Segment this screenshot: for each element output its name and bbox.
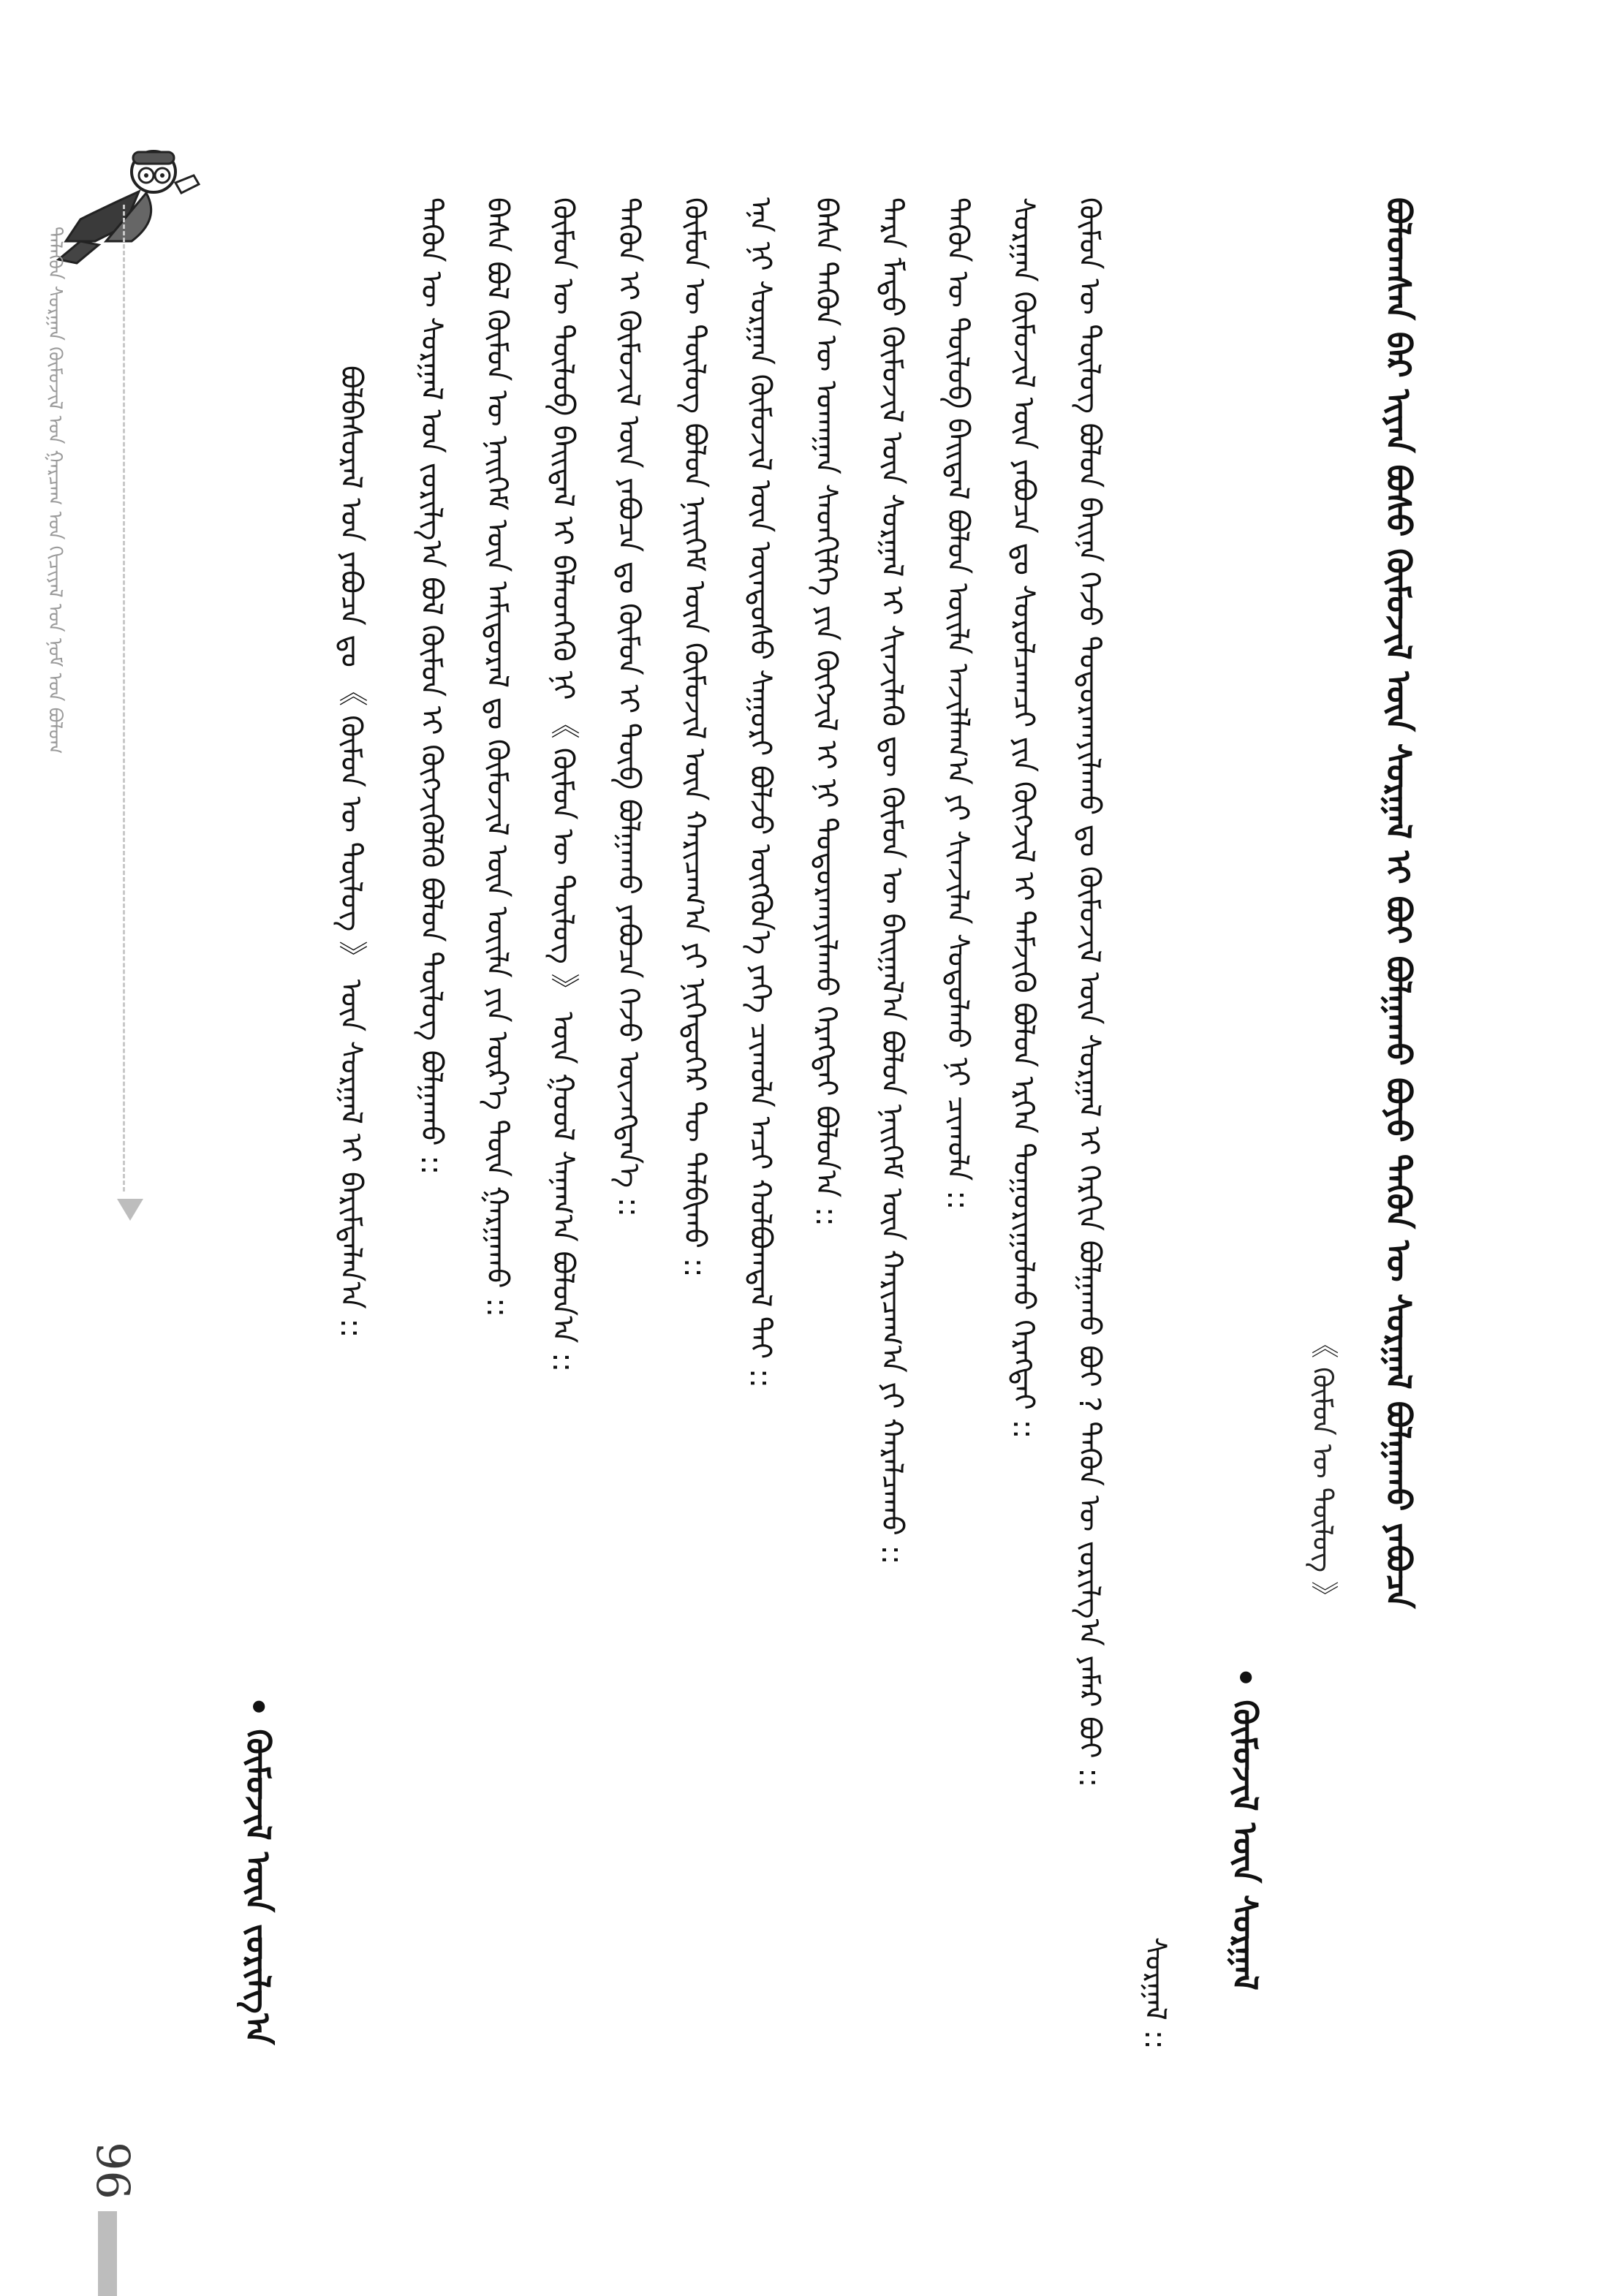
page-number: 96: [88, 2142, 141, 2200]
book-title-quote: 《 ᠬᠦᠮᠦᠨ ᠦ ᠲᠦᠯᠦᠭ 》: [1306, 1330, 1339, 1610]
subheading-bullet: • ᠬᠦᠮᠦᠵᠢᠯ ᠦᠨ ᠵᠣᠷᠢᠯᠭ᠎ᠠ: [238, 1696, 278, 2045]
running-header: ᠲᠡᠯᠡᠭᠦᠨ ᠰᠤᠷᠭᠠᠨ ᠬᠦᠮᠦᠵᠢᠯ ᠤᠨ ᠭᠠᠷᠴᠠᠭ ᠤᠨ ᠬᠢᠴᠢᠶᠡᠯ ᠤᠨ ᠨᠣᠮ ᠤᠨ ᠪᠤᠯᠤᠭ: [44, 227, 66, 754]
page-edge-tab: [98, 2211, 117, 2296]
paragraph-line: ᠲᠡᠭᠦᠨ ᠦ ᠰᠤᠷᠭᠠᠯ ᠤᠨ ᠵᠣᠷᠢᠯᠭ᠎ᠠ ᠪᠣᠯ ᠬᠦᠮᠦᠨ ᠢ ᠬᠥᠭᠵᠢᠭᠦᠯᠬᠦ ᠪᠣᠯᠤᠨ ᠲᠦᠯᠦᠭ ᠪᠣᠯᠭᠠᠬᠤ ::: [415, 197, 448, 1175]
paragraph-line: ᠰᠤᠷᠭᠠᠯ ::: [1138, 1937, 1172, 2050]
paragraph-line: ᠬᠦᠮᠦᠨ ᠦ ᠲᠦᠯᠦᠭ ᠪᠣᠯᠤᠨ ᠨᠡᠢᠭᠡᠮ ᠦᠨ ᠬᠦᠮᠦᠵᠢᠯ ᠦᠨ ᠬᠠᠷᠢᠴᠠᠭ᠎ᠠ ᠶᠢ ᠨᠢᠭᠡᠳᠦᠭᠡᠷ ᠲᠦ ᠲᠠᠯᠪᠢᠬᠤ ::: [678, 197, 711, 1278]
paragraph-line: ᠡᠨᠡ ᠨᠢ ᠰᠤᠷᠭᠠᠨ ᠬᠦᠮᠦᠵᠢᠯ ᠦᠨ ᠦᠨᠳᠦᠰᠦ ᠰᠠᠭᠤᠷᠢ ᠪᠣᠯᠵᠤ ᠦᠭᠭᠦᠨ᠎ᠡ ᠶᠡᠬᠡ ᠴᠢᠬᠤᠯᠠ ᠠᠴᠢ ᠬᠣᠯᠪᠣᠭᠳᠠᠯ ᠲᠠᠢ ::: [744, 197, 777, 1388]
paragraph-line: ᠪᠣᠯᠪᠠᠰᠤᠷᠠᠯ ᠤᠨ ᠶᠠᠪᠤᠴᠠ ᠳᠤ 《 ᠬᠦᠮᠦᠨ ᠦ ᠲᠦᠯᠦᠭ 》 ᠦᠨ ᠰᠤᠷᠭᠠᠯ ᠢ ᠪᠠᠷᠢᠮᠲᠠᠯᠠᠨ᠎ᠠ ::: [334, 365, 368, 1338]
paragraph-line: ᠲᠡᠷᠡ ᠮᠡᠲᠦ ᠬᠦᠮᠦᠵᠢᠯ ᠦᠨ ᠰᠤᠷᠭᠠᠯ ᠢ ᠰᠢᠨᠵᠢᠯᠡᠬᠦ ᠳᠦ ᠬᠦᠮᠦᠨ ᠦ ᠪᠠᠢᠭᠠᠯ᠎ᠠ ᠪᠣᠯᠤᠨ ᠨᠡᠢᠭᠡᠮ ᠦᠨ ᠬᠠᠷᠢᠴᠠᠭ᠎ᠠ ᠶᠢ ᠬᠠᠷᠠᠯᠴᠠᠬᠤ ::: [875, 197, 909, 1565]
section-heading: ᠪᠣᠯᠣᠭᠰᠠᠨ ᠪᠡᠷ ᠢᠶᠡᠨ ᠪᠣᠰᠤ ᠬᠦᠮᠦᠵᠢᠯ ᠦᠨ ᠰᠤᠷᠭᠠᠯ ᠢ ᠪᠤᠢ ᠪᠣᠯᠭᠠᠬᠤ ᠪᠤᠶᠤ ᠲᠡᠭᠦᠨ ᠦ ᠰᠤᠷᠭᠠᠯ ᠪᠣᠯᠭᠠᠬᠤ ᠶᠠᠪᠤᠴᠠ: [1379, 197, 1418, 1609]
paragraph-line: ᠲᠡᠭᠦᠨ ᠦ ᠲᠥᠯᠦᠪ ᠪᠠᠢᠳᠠᠯ ᠪᠣᠯᠤᠨ ᠦᠢᠯᠡ ᠠᠵᠢᠯᠯᠠᠭ᠎ᠠ ᠶᠢ ᠰᠢᠨᠵᠢᠯᠡᠨ ᠰᠤᠳᠤᠯᠬᠤ ᠨᠢ ᠴᠢᠬᠤᠯᠠ ::: [941, 197, 975, 1210]
paragraph-line: ᠪᠠᠰᠠ ᠪᠣᠯ ᠬᠦᠮᠦᠨ ᠦ ᠨᠡᠢᠭᠡᠮ ᠦᠨ ᠠᠮᠢᠳᠤᠷᠠᠯ ᠳᠤ ᠬᠦᠮᠦᠵᠢᠯ ᠦᠨ ᠦᠢᠯᠡ ᠶᠢᠨ ᠦᠷ᠎ᠡ ᠳᠦᠨ ᠭᠠᠷᠭᠠᠬᠤ ::: [480, 197, 514, 1317]
paragraph-line: ᠬᠦᠮᠦᠨ ᠦ ᠲᠦᠯᠦᠭ ᠪᠣᠯᠤᠨ ᠪᠠᠢᠨᠠ ᠭᠡᠵᠦ ᠲᠣᠳᠤᠷᠬᠠᠶᠢᠯᠠᠬᠤ ᠳᠤ ᠬᠦᠮᠦᠵᠢᠯ ᠦᠨ ᠰᠤᠷᠭᠠᠯ ᠢ ᠬᠡᠷᠬᠢᠨ ᠪᠣᠯᠭᠠᠬᠤ ᠪᠤᠢ ? ᠲᠡᠭᠦᠨ ᠦ ᠵᠣᠷᠢᠯᠭ᠎ᠠ ᠶᠠᠮᠠᠷ ᠪᠤᠢ ::: [1072, 197, 1106, 1788]
paragraph-line: ᠪᠠᠰᠠ ᠲᠡᠭᠦᠨ ᠦ ᠤᠬᠠᠭᠠᠨ ᠰᠡᠳᠬᠢᠯᠭᠡ ᠶᠢᠨ ᠬᠥᠭᠵᠢᠯ ᠢ ᠨᠢ ᠲᠣᠳᠤᠷᠬᠠᠶᠢᠯᠠᠬᠤ ᠬᠡᠷᠡᠭᠲᠡᠶ ᠪᠣᠯᠤᠨ᠎ᠠ ::: [809, 197, 843, 1227]
header-arrow-icon: [117, 1199, 143, 1221]
paragraph-line: ᠰᠤᠷᠭᠠᠨ ᠬᠦᠮᠦᠵᠢᠯ ᠦᠨ ᠶᠠᠪᠤᠴᠠ ᠳᠤ ᠰᠤᠷᠤᠯᠴᠠᠭᠴᠢ ᠶᠢᠨ ᠬᠥᠭᠵᠢᠯ ᠢ ᠳᠡᠮᠵᠢᠬᠦ ᠪᠣᠯᠤᠨ ᠡᠷᠭᠡᠨ ᠲᠣᠭᠣᠷᠢᠭᠤᠯᠬᠤ ᠬᠡᠷᠡᠭᠲᠡᠶ ::: [1007, 197, 1040, 1439]
header-divider: [123, 205, 125, 1191]
paragraph-line: ᠲᠡᠭᠦᠨ ᠢ ᠬᠦᠮᠦᠵᠢᠯ ᠦᠨ ᠶᠠᠪᠤᠴᠠ ᠳᠤ ᠬᠦᠮᠦᠨ ᠢ ᠲᠥᠪ ᠪᠣᠯᠭᠠᠬᠤ ᠶᠠᠪᠤᠴᠠ ᠭᠡᠵᠦ ᠦᠵᠡᠭᠳᠡᠨ᠎ᠡ ::: [612, 197, 646, 1217]
paragraph-line: ᠬᠦᠮᠦᠨ ᠦ ᠲᠥᠯᠦᠪ ᠪᠠᠢᠳᠠᠯ ᠢ ᠪᠡᠯᠡᠳᠬᠡᠬᠦ ᠨᠢ 《 ᠬᠦᠮᠦᠨ ᠦ ᠲᠦᠯᠦᠭ 》 ᠦᠨ ᠭᠣᠣᠯ ᠰᠠᠨᠠᠭ᠎ᠠ ᠪᠣᠯᠤᠨ᠎ᠠ ::: [546, 197, 580, 1373]
subheading-bullet: • ᠬᠦᠮᠦᠵᠢᠯ ᠦᠨ ᠰᠤᠷᠭᠠᠯ: [1225, 1667, 1265, 1991]
